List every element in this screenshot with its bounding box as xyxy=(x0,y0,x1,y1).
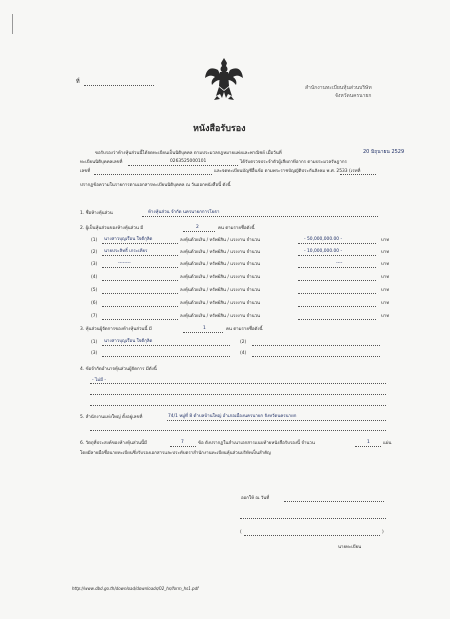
item-2-label: 2. ผู้เป็นหุ้นส่วนของห้างหุ้นส่วน มี xyxy=(80,226,144,231)
partner-name-line xyxy=(102,293,178,294)
partner-unit: บาท xyxy=(381,238,390,243)
reg-no-label: ทะเบียนนิติบุคคลเลขที่ xyxy=(80,160,123,165)
registration-date: 20 มิถุนายน 2529 xyxy=(363,149,405,155)
item-6-label: 6. วัตถุที่ประสงค์ของห้างหุ้นส่วนนี้มี xyxy=(80,441,147,446)
partner-amount-line xyxy=(298,319,376,320)
partner-name-line xyxy=(102,306,178,307)
item-3-label: 3. หุ้นส่วนผู้จัดการของห้างหุ้นส่วนนี้ มี xyxy=(80,327,152,332)
registrar-title: นายทะเบียน xyxy=(338,545,362,550)
partner-amount-line xyxy=(298,306,376,307)
item-4-line-1 xyxy=(90,383,386,384)
partner-name-line xyxy=(102,255,178,256)
partner-amount-line xyxy=(298,255,376,256)
partner-name: นายประสิทธิ์ เกระเทียร xyxy=(104,249,148,254)
partner-amount-line xyxy=(298,243,376,244)
partner-type: ลงหุ้นด้วยเงิน / ทรัพย์สิน / แรงงาน จำนวน xyxy=(180,250,261,255)
partner-count: 2 xyxy=(196,225,199,230)
ref-line xyxy=(84,85,154,86)
item-1-line xyxy=(142,216,378,217)
manager-no: (3) xyxy=(91,351,98,356)
partner-type: ลงหุ้นด้วยเงิน / ทรัพย์สิน / แรงงาน จำนวน xyxy=(180,262,261,267)
manager-name-line xyxy=(252,345,380,346)
item-6-pages-line xyxy=(355,446,381,447)
partner-no: (1) xyxy=(91,238,98,243)
partner-name-line xyxy=(102,280,178,281)
partner-type: ลงหุ้นด้วยเงิน / ทรัพย์สิน / แรงงาน จำนวน xyxy=(180,301,261,306)
item-2-suffix: คน ตามรายชื่อดังนี้ xyxy=(218,226,255,231)
partner-unit: บาท xyxy=(381,288,390,293)
partner-unit: บาท xyxy=(381,275,390,280)
tax-label: เลขที่ xyxy=(80,169,91,174)
source-url: http://www.dbd.go.th/download/downloads/02_hs/form_hs1.pdf xyxy=(72,586,199,591)
partner-unit: บาท xyxy=(381,250,390,255)
partner-type: ลงหุ้นด้วยเงิน / ทรัพย์สิน / แรงงาน จำนวน xyxy=(180,238,261,243)
item-4-line-2 xyxy=(90,394,386,395)
partner-amount: - 10,000,000.00 - xyxy=(304,249,343,254)
intro-line-4: ปรากฏข้อความในรายการตามเอกสารทะเบียนนิติบุคคล ณ วันออกหนังสือนี้ ดังนี้ xyxy=(80,183,231,188)
partner-name: นางสาวบุญเรือน ใจดีกุลิต xyxy=(104,237,153,242)
partner-type: ลงหุ้นด้วยเงิน / ทรัพย์สิน / แรงงาน จำนวน xyxy=(180,314,261,319)
partner-amount: - 50,000,000.00 - xyxy=(304,237,343,242)
manager-name-line xyxy=(252,356,380,357)
partnership-name: ห้างหุ้นส่วน จำกัด นครนายกการโยธา xyxy=(148,210,220,215)
item-5-line xyxy=(167,420,386,421)
item-5-line-2 xyxy=(90,430,386,431)
partner-no: (7) xyxy=(91,314,98,319)
partner-unit: บาท xyxy=(381,314,390,319)
paren-close: ) xyxy=(382,530,384,535)
manager-restriction: - ไม่มี - xyxy=(92,378,106,383)
issued-label: ออกให้ ณ วันที่ xyxy=(241,496,270,501)
manager-name-line xyxy=(102,345,230,346)
office-province: จังหวัดนครนายก xyxy=(335,93,372,99)
manager-no: (1) xyxy=(91,340,98,345)
partner-no: (2) xyxy=(91,250,98,255)
partner-name: -------- xyxy=(118,261,131,266)
item-2-count-line xyxy=(183,231,215,232)
attachment-pages: 1 xyxy=(367,440,370,445)
signature-line xyxy=(240,518,386,519)
page-title: หนังสือรับรอง xyxy=(193,124,246,134)
objective-count: 7 xyxy=(181,440,184,445)
partner-no: (4) xyxy=(91,275,98,280)
intro-line-3: และจดทะเบียนบัญชีอื่นข้อ ตามพระราชบัญญัติประกันสังคม พ.ศ. 2533 (เรทที่ xyxy=(214,169,361,174)
manager-count: 1 xyxy=(203,326,206,331)
item-6-mid: ข้อ ดังปรากฏในสำเนาเอกสารแนบท้ายหนังสือรับรองนี้ จำนวน xyxy=(198,441,315,446)
ref-label: ที่ xyxy=(76,79,80,85)
item-3-count-line xyxy=(183,332,223,333)
partner-amount-line xyxy=(298,293,376,294)
reg-no-line xyxy=(128,165,238,166)
partner-type: ลงหุ้นด้วยเงิน / ทรัพย์สิน / แรงงาน จำนวน xyxy=(180,288,261,293)
partner-no: (5) xyxy=(91,288,98,293)
partner-unit: บาท xyxy=(381,262,390,267)
item-4-line-3 xyxy=(90,405,386,406)
partner-type: ลงหุ้นด้วยเงิน / ทรัพย์สิน / แรงงาน จำนวน xyxy=(180,275,261,280)
manager-name-line xyxy=(102,356,230,357)
partner-amount: ---- xyxy=(336,261,343,266)
item-6-line-2: โดยมีลายมือชื่อนายทะเบียนซึ่งรับรองเอกสารและประทับตราสำนักงานทะเบียนหุ้นส่วนบริษัทเป็นสำคัญ xyxy=(80,451,271,456)
partner-name-line xyxy=(102,319,178,320)
partner-amount-line xyxy=(298,267,376,268)
office-name: สำนักงานทะเบียนหุ้นส่วนบริษัท xyxy=(305,85,372,91)
partner-no: (6) xyxy=(91,301,98,306)
item-6-count-line xyxy=(170,446,196,447)
intro-line-1: ขอรับรองว่าห้างหุ้นส่วนนี้ได้จดทะเบียนเป็นนิติบุคคล ตามประมวลกฎหมายแพ่งและพาณิชย์ เมื่อวันที่ xyxy=(95,151,282,156)
registrar-name-line xyxy=(244,535,380,536)
intro-line-2: ได้รับตรวจประจำตัวผู้เสียภาษีอากร ตามประมวลรัษฎากร xyxy=(240,160,347,165)
manager-no: (4) xyxy=(240,351,247,356)
manager-name: นางสาวบุญเรือน ใจดีกุลิต xyxy=(104,339,153,344)
intro-line-3-blank xyxy=(340,174,376,175)
paren-open: ( xyxy=(240,530,242,535)
partner-name-line xyxy=(102,243,178,244)
item-3-suffix: คน ตามรายชื่อดังนี้ xyxy=(226,327,263,332)
partner-no: (3) xyxy=(91,262,98,267)
item-6-end: แผ่น xyxy=(383,441,392,446)
partner-amount-line xyxy=(298,280,376,281)
item-5-label: 5. สำนักงานแห่งใหญ่ ตั้งอยู่เลขที่ xyxy=(80,415,143,420)
item-1-label: 1. ชื่อห้างหุ้นส่วน xyxy=(80,211,113,216)
reg-no-value: 0263525000101 xyxy=(170,159,207,164)
tax-line xyxy=(94,174,212,175)
issued-date-line xyxy=(284,501,384,502)
partner-name-line xyxy=(102,267,178,268)
manager-no: (2) xyxy=(240,340,247,345)
partner-unit: บาท xyxy=(381,301,390,306)
item-4-label: 4. ข้อจำกัดอำนาจหุ้นส่วนผู้จัดการ มีดังนี้ xyxy=(80,367,157,372)
scan-mark xyxy=(12,14,13,34)
garuda-emblem-icon xyxy=(204,56,244,102)
head-office-address: 74/1 หมู่ที่ 8 ตำบลบ้านใหญ่ อำเภอเมืองนครนายก จังหวัดนครนายก xyxy=(168,414,297,419)
